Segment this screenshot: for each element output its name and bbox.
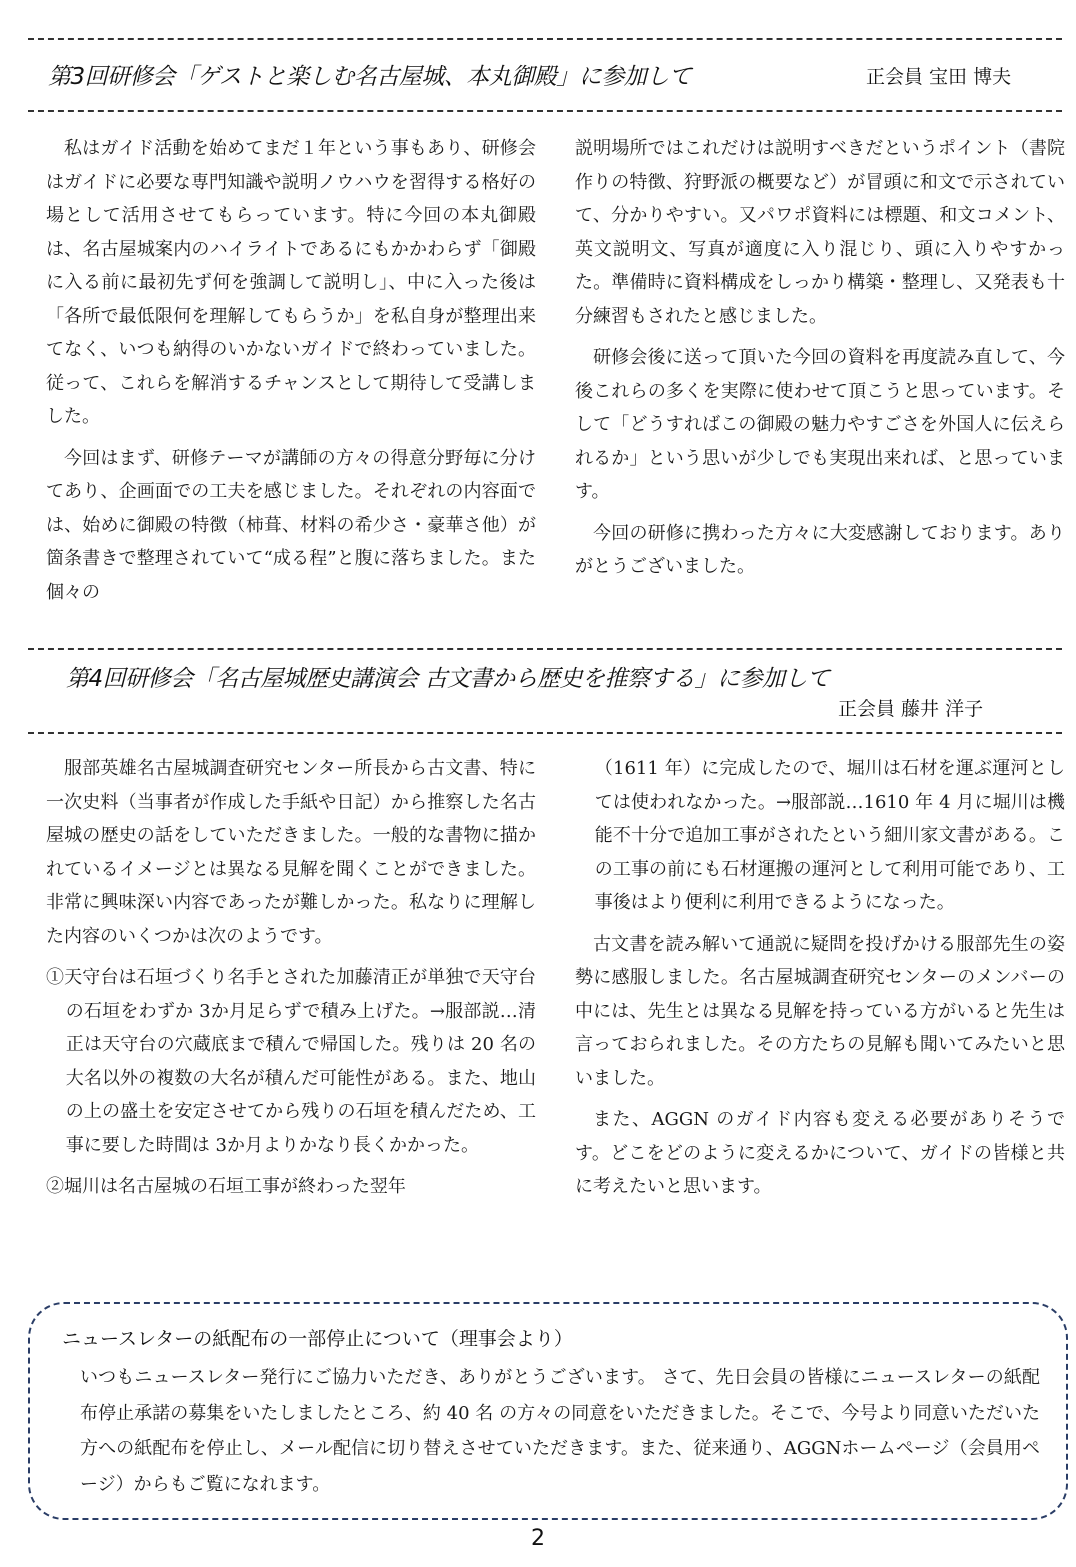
notice-title: ニュースレターの紙配布の一部停止について（理事会より） <box>62 1328 573 1350</box>
section1-right-column <box>575 132 1065 592</box>
list-item-continuation: （1611 年）に完成したので、堀川は石材を運ぶ運河としては使われなかった。→服部説…1610 年 4 月に堀川は機能不十分で追加工事がされたという細川家文書がある。この工事の前にも石材運搬の運河として利用可能であり、工事後はより便利に利用できるようになった。 <box>594 758 1065 913</box>
paragraph: また、AGGN のガイド内容も変える必要がありそうです。どこをどのように変えるかについて、ガイドの皆様と共に考えたいと思います。 <box>575 1109 1065 1197</box>
paragraph: 今回の研修に携わった方々に大変感謝しております。ありがとうございました。 <box>575 522 1065 577</box>
paragraph: 服部英雄名古屋城調査研究センター所長から古文書、特に一次史料（当事者が作成した手紙や日記）から推察した名古屋城の歴史の話をしていただきました。一般的な書物に描かれているイメージとは異なる見解を聞くことができました。非常に興味深い内容であったが難しかった。私なりに理解した内容のいくつかは次のようです。 <box>46 758 536 947</box>
section1-author: 正会員 宝田 博夫 <box>866 66 1012 88</box>
section1-top-divider <box>28 38 1062 40</box>
section2-author: 正会員 藤井 洋子 <box>838 698 984 720</box>
section2-left-column <box>46 752 536 1212</box>
section2-bottom-divider <box>28 732 1062 734</box>
paragraph: 研修会後に送って頂いた今回の資料を再度読み直して、今後これらの多くを実際に使わせて頂こうと思っています。そして「どうすればこの御殿の魅力やすごさを外国人に伝えられるか」という思いが少しでも実現出来れば、と思っています。 <box>575 347 1065 502</box>
section2-top-divider <box>28 648 1062 650</box>
notice-body: いつもニュースレター発行にご協力いただき、ありがとうございます。 さて、先日会員の皆様にニュースレターの紙配布停止承諾の募集をいたしましたところ、約 40 名 の方々の同意をいただきました。そこで、今号より同意いただいた方への紙配布を停止し、メール配信に切り替えさせていただきます。また、従来通り、AGGNホームページ（会員用ページ）からもご覧になれます。 <box>80 1367 1040 1495</box>
section1-left-column <box>46 132 536 617</box>
paragraph: 私はガイド活動を始めてまだ１年という事もあり、研修会はガイドに必要な専門知識や説明ノウハウを習得する格好の場として活用させてもらっています。特に今回の本丸御殿は、名古屋城案内のハイライトであるにもかかわらず「御殿に入る前に最初先ず何を強調して説明し」、中に入った後は「各所で最低限何を理解してもらうか」を私自身が整理出来てなく、いつも納得のいかないガイドで終わっていました。従って、これらを解消するチャンスとして期待して受講しました。 <box>46 138 536 427</box>
paragraph: 今回はまず、研修テーマが講師の方々の得意分野毎に分けてあり、企画面での工夫を感じました。それぞれの内容面では、始めに御殿の特徴（柿葺、材料の希少さ・豪華さ他）が箇条書きで整理されていて“成る程”と腹に落ちました。また個々の <box>46 447 536 603</box>
section2-right-column <box>575 752 1065 1212</box>
section2-title: 第4回研修会「名古屋城歴史講演会 古文書から歴史を推察する」に参加して <box>66 666 830 692</box>
section1-title: 第3回研修会「ゲストと楽しむ名古屋城、本丸御殿」に参加して <box>48 64 692 90</box>
section1-bottom-divider <box>28 110 1062 112</box>
paragraph: 説明場所ではこれだけは説明すべきだというポイント（書院作りの特徴、狩野派の概要など）が冒頭に和文で示されていて、分かりやすい。又パワポ資料には標題、和文コメント、英文説明文、写真が適度に入り混じり、頭に入りやすかった。準備時に資料構成をしっかり構築・整理し、又発表も十分練習もされたと感じました。 <box>575 138 1065 327</box>
paragraph: 古文書を読み解いて通説に疑問を投げかける服部先生の姿勢に感服しました。名古屋城調査研究センターのメンバーの中には、先生とは異なる見解を持っている方がいると先生は言っておられました。その方たちの見解も聞いてみたいと思いました。 <box>575 933 1065 1089</box>
list-item: ②堀川は名古屋城の石垣工事が終わった翌年 <box>46 1176 406 1197</box>
page-number: 2 <box>531 1526 545 1551</box>
list-item: ①天守台は石垣づくり名手とされた加藤清正が単独で天守台の石垣をわずか 3か月足らずで積み上げた。→服部説…清正は天守台の穴蔵底まで積んで帰国した。残りは 20 名の大名以外の複数の大名が積んだ可能性がある。また、地山の上の盛土を安定させてから残りの石垣を積んだため、工事に要した時間は 3か月よりかなり長くかかった。 <box>46 967 536 1156</box>
